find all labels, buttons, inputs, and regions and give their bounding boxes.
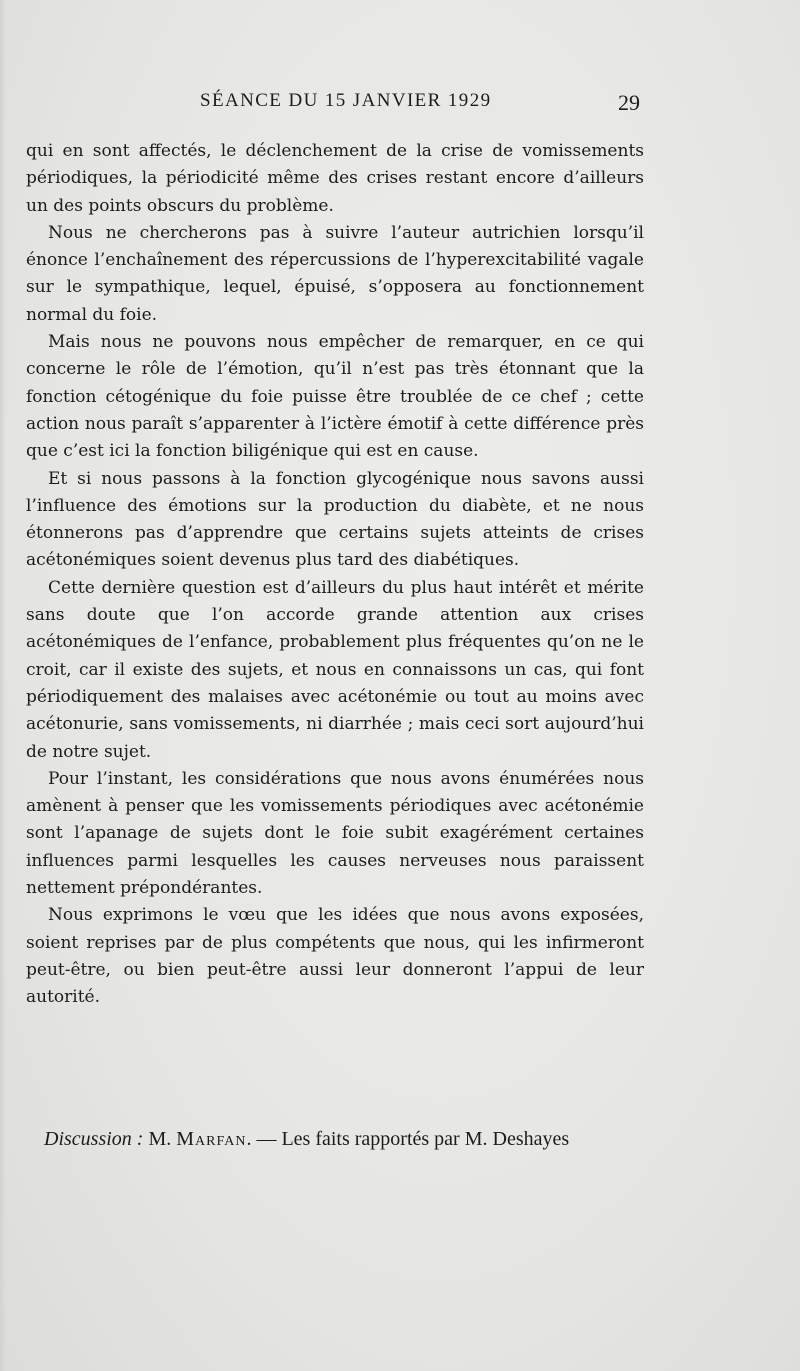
discussion-line: [44, 1128, 644, 1151]
paragraph-7: Nous exprimons le vœu que les idées que nous avons exposées, soient reprises par de plus compétents que nous, qui les infirmeront peut-être, ou bien peut-être aussi leur donneront l’appui de leur autorité.: [26, 905, 644, 1008]
paragraph-5: Cette dernière question est d’ailleurs du plus haut intérêt et mérite sans doute que l’on accorde grande attention aux crises acétonémiques de l’enfance, probablement plus fréquentes qu’on ne le croit, car il existe des sujets, et nous en connaissons un cas, qui font périodiquement des malaises avec acétonémie ou tout au moins avec acétonurie, sans vomissements, ni diarrhée ; mais ceci sort aujourd’hui de notre sujet.: [26, 577, 644, 762]
discussion-label: Discussion :: [44, 1128, 144, 1150]
page-number: 29: [618, 90, 640, 115]
body-text: [26, 138, 644, 1012]
page-header: [0, 90, 800, 130]
running-title: SÉANCE DU 15 JANVIER 1929: [200, 90, 492, 111]
discussion-text: . — Les faits rapportés par M. Deshayes: [246, 1128, 570, 1150]
discussion-speaker: Marfan: [176, 1128, 247, 1150]
paragraph-6: Pour l’instant, les considérations que nous avons énumérées nous amènent à penser que les vomissements périodiques avec acétonémie sont l’apanage de sujets dont le foie subit exagérément certaines influences parmi lesquelles les causes nerveuses nous paraissent nettement prépondérantes.: [26, 768, 644, 899]
paragraph-4: Et si nous passons à la fonction glycogénique nous savons aussi l’influence des émotions sur la production du diabète, et ne nous étonnerons pas d’apprendre que certains sujets atteints de crises acétonémiques soient devenus plus tard des diabétiques.: [26, 468, 644, 571]
paragraph-3: Mais nous ne pouvons nous empêcher de remarquer, en ce qui concerne le rôle de l’émotion, qu’il n’est pas très étonnant que la fonction cétogénique du foie puisse être troublée de ce chef ; cette action nous paraît s’apparenter à l’ictère émotif à cette différence près que c’est ici la fonction biligénique qui est en cause.: [26, 332, 644, 462]
paragraph-1: qui en sont affectés, le déclenchement de la crise de vomissements périodiques, la périodicité même des crises restant encore d’ailleurs un des points obscurs du problème.: [26, 141, 644, 216]
discussion-prefix: M.: [148, 1128, 172, 1150]
page-edge-shadow: [0, 0, 6, 1371]
paragraph-2: Nous ne chercherons pas à suivre l’auteur autrichien lorsqu’il énonce l’enchaînement des répercussions de l’hyperexcitabilité vagale sur le sympathique, lequel, épuisé, s’opposera au fonctionnement normal du foie.: [26, 222, 644, 325]
